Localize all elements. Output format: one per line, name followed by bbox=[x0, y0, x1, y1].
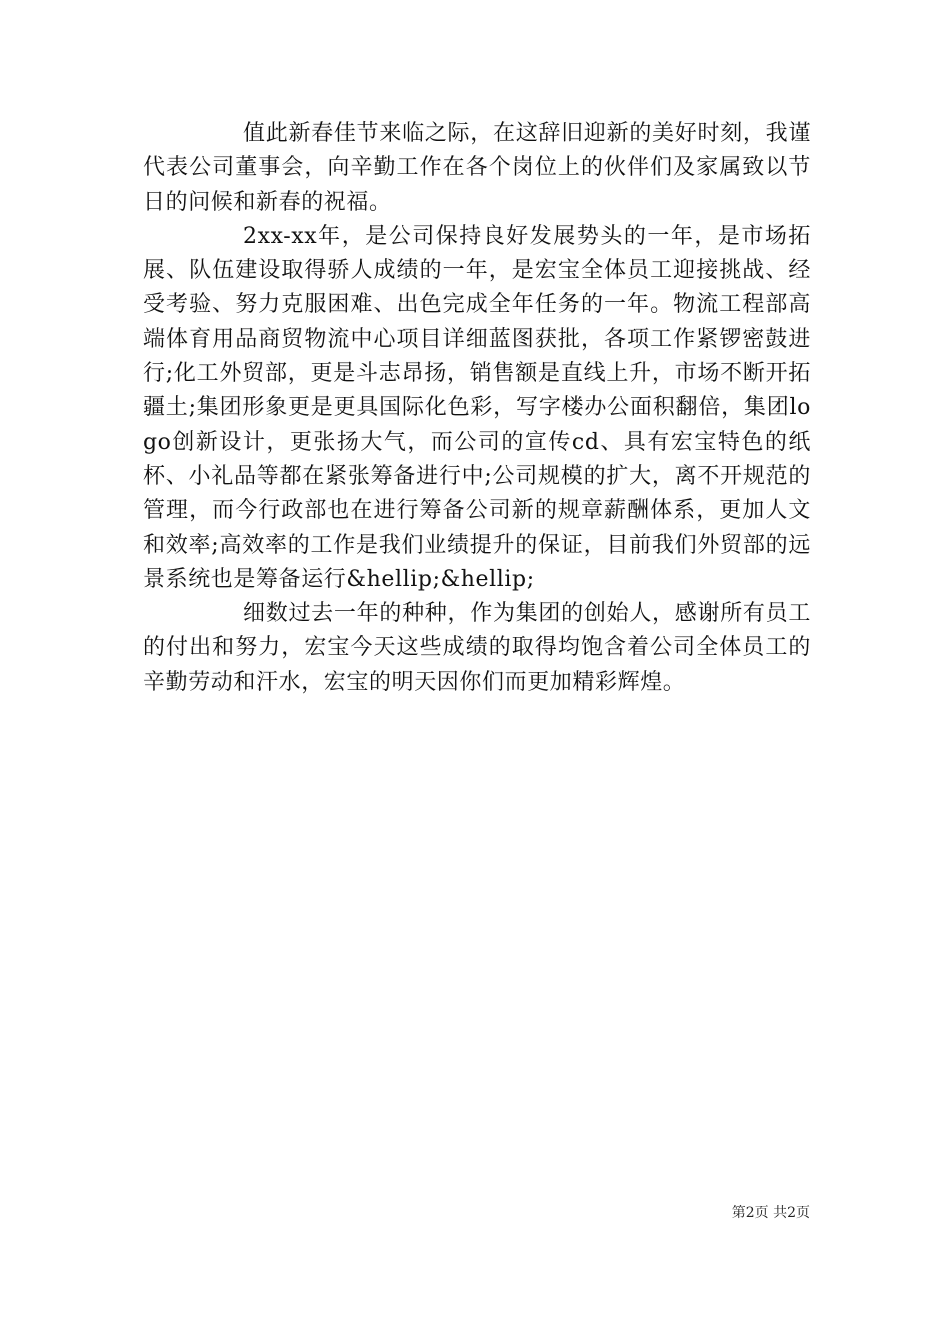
document-body bbox=[143, 117, 811, 700]
paragraph-thanks: 细数过去一年的种种，作为集团的创始人，感谢所有员工的付出和努力，宏宝今天这些成绩的取得均饱含着公司全体员工的辛勤劳动和汗水，宏宝的明天因你们而更加精彩辉煌。 bbox=[143, 601, 811, 695]
paragraph-year-review: 2xx-xx年，是公司保持良好发展势头的一年，是市场拓展、队伍建设取得骄人成绩的一年，是宏宝全体员工迎接挑战、经受考验、努力克服困难、出色完成全年任务的一年。物流工程部高端体育用品商贸物流中心项目详细蓝图获批，各项工作紧锣密鼓进行;化工外贸部，更是斗志昂扬，销售额是直线上升，市场不断开拓疆土;集团形象更是更具国际化色彩，写字楼办公面积翻倍，集团logo创新设计，更张扬大气，而公司的宣传cd、具有宏宝特色的纸杯、小礼品等都在紧张筹备进行中;公司规模的扩大，离不开规范的管理，而今行政部也在进行筹备公司新的规章薪酬体系，更加人文和效率;高效率的工作是我们业绩提升的保证，目前我们外贸部的远景系统也是筹备运行&hellip;&hellip; bbox=[143, 223, 811, 592]
paragraph-greeting: 值此新春佳节来临之际，在这辞旧迎新的美好时刻，我谨代表公司董事会，向辛勤工作在各个岗位上的伙伴们及家属致以节日的问候和新春的祝福。 bbox=[143, 121, 811, 215]
page-number-footer: 第2页 共2页 bbox=[731, 1205, 810, 1221]
